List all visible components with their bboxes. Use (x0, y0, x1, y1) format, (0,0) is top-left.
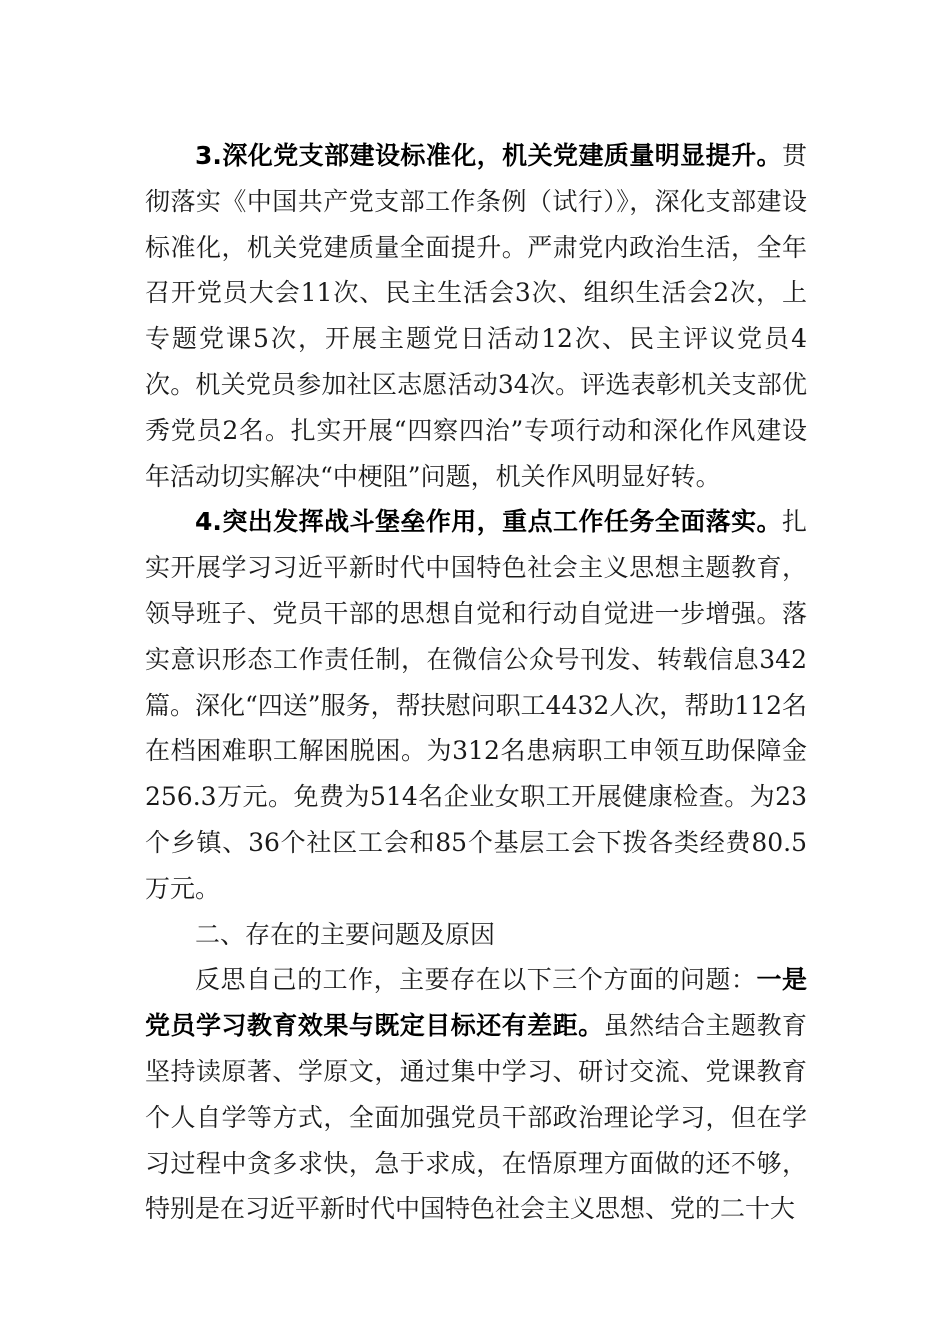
paragraph-body-text: 贯彻落实《中国共产党支部工作条例（试行）》，深化支部建设标准化，机关党建质量全面提升。严肃党内政治生活，全年召开党员大会11次、民主生活会3次、组织生活会2次，上专题党课5次，开展主题党日活动12次、民主评议党员4次。机关党员参加社区志愿活动34次。评选表彰机关支部优秀党员2名。扎实开展“四察四治”专项行动和深化作风建设年活动切实解决“中梗阻”问题，机关作风明显好转。 (145, 141, 807, 491)
paragraph-party-branch-standardization (145, 133, 807, 499)
paragraph-fortress-role (145, 499, 807, 911)
document-page (145, 133, 807, 1232)
paragraph-body-text: 虽然结合主题教育坚持读原著、学原文，通过集中学习、研讨交流、党课教育个人自学等方式，全面加强党员干部政治理论学习，但在学习过程中贪多求快，急于求成，在悟原理方面做的还不够，特别是在习近平新时代中国特色社会主义思想、党的二十大 (145, 1011, 807, 1224)
paragraph-lead-heading: 一是党员学习教育效果与既定目标还有差距。 (145, 965, 807, 1041)
paragraph-intro-text: 反思自己的工作，主要存在以下三个方面的问题： (195, 965, 757, 995)
paragraph-problems (145, 957, 807, 1232)
paragraph-lead-heading: 4.突出发挥战斗堡垒作用，重点工作任务全面落实。 (195, 507, 782, 537)
paragraph-lead-heading: 3.深化党支部建设标准化，机关党建质量明显提升。 (195, 141, 782, 170)
section-heading: 二、存在的主要问题及原因 (195, 919, 496, 949)
paragraph-body-text: 扎实开展学习习近平新时代中国特色社会主义思想主题教育，领导班子、党员干部的思想自觉和行动自觉进一步增强。落实意识形态工作责任制，在微信公众号刊发、转载信息342篇。深化“四送”服务，帮扶慰问职工4432人次，帮助112名在档困难职工解困脱困。为312名患病职工申领互助保障金256.3万元。免费为514名企业女职工开展健康检查。为23个乡镇、36个社区工会和85个基层工会下拨各类经费80.5万元。 (145, 507, 807, 903)
